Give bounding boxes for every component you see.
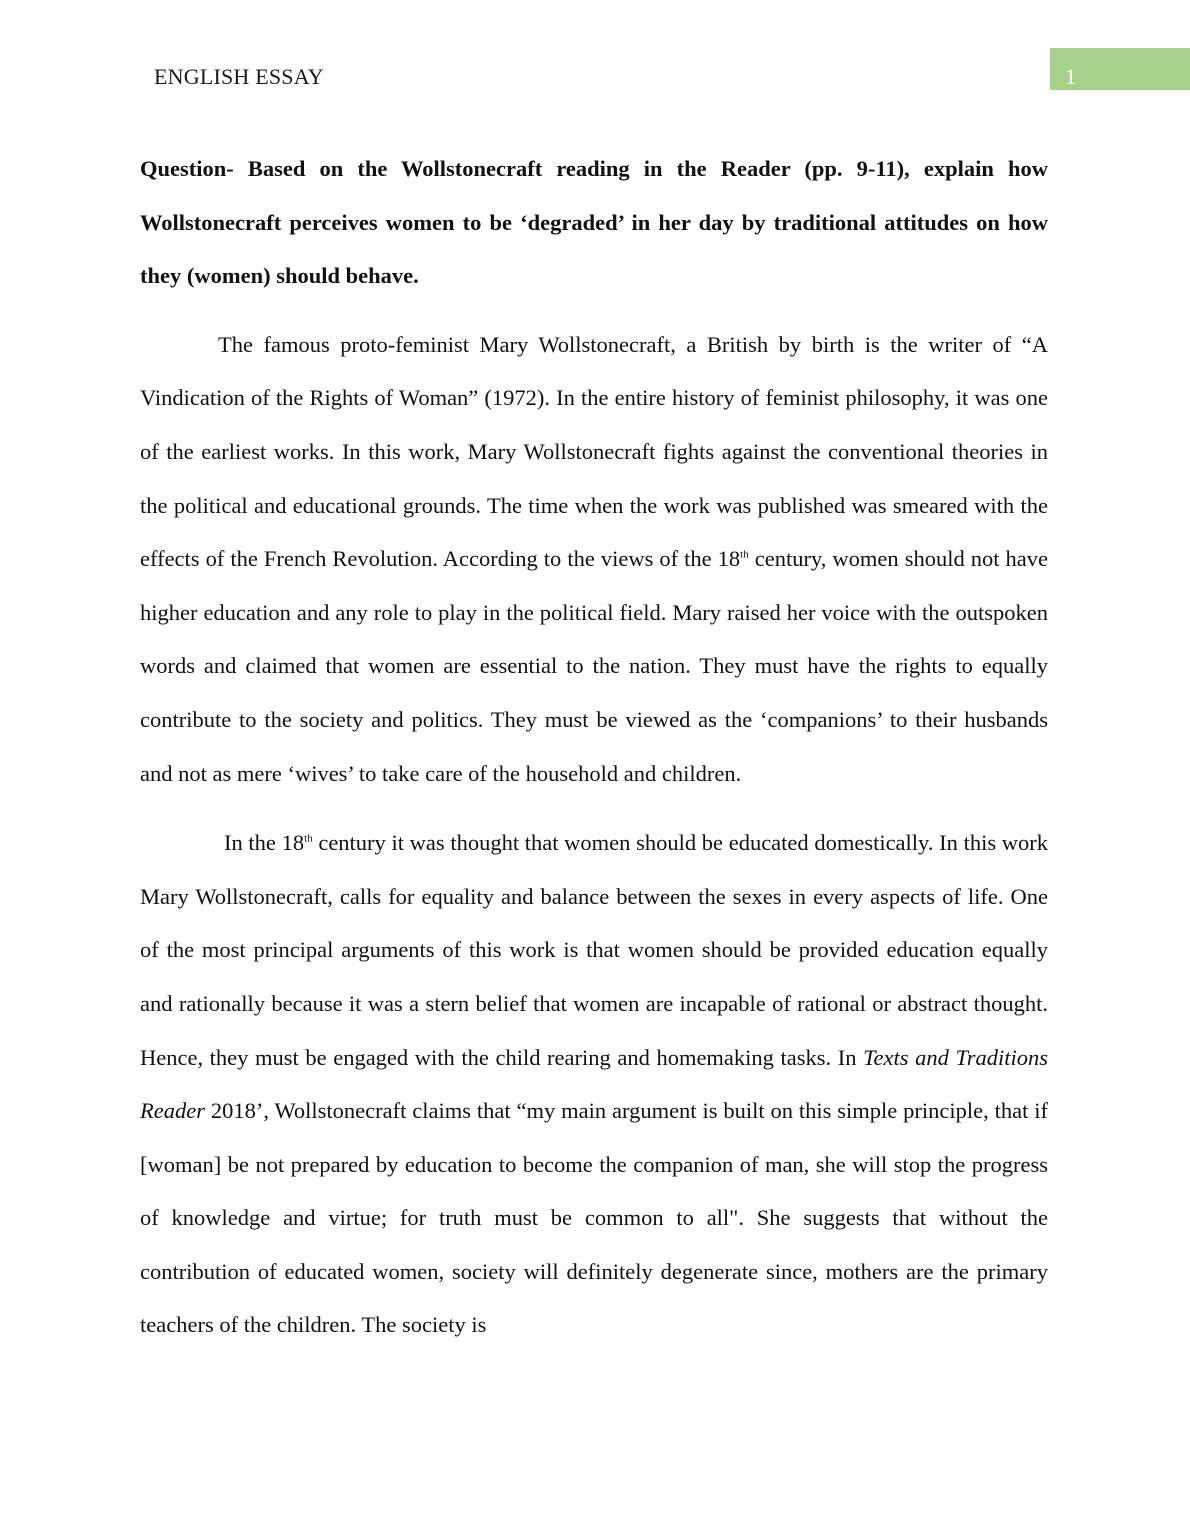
reader-title-italic: Texts and Traditions Reader <box>140 1044 1049 1124</box>
page-number: 1 <box>1065 64 1076 89</box>
paragraph-1 <box>140 318 1048 800</box>
page-number-box <box>1050 48 1190 90</box>
paragraph-2-superscript: th <box>304 832 313 845</box>
header-title: ENGLISH ESSAY <box>154 64 324 89</box>
document-body <box>140 142 1048 1352</box>
paragraph-2-part-3: 2018’, Wollstonecraft claims that “my main argument is built on this simple principle, that if [woman] be not prepared by education to become the companion of man, she will stop the progress of knowledge and virtue; for truth must be common to all". She suggests that without the contribution of educated women, society will definitely degenerate since, mothers are the primary teachers of the children. The society is <box>140 1098 1048 1338</box>
paragraph-2-part-1: In the 18 <box>224 830 305 856</box>
paragraph-2 <box>140 816 1048 1352</box>
question-text: Question- Based on the Wollstonecraft reading in the Reader (pp. 9-11), explain how Wollstonecraft perceives women to be ‘degraded’ in her day by traditional attitudes on how they (women) should behave. <box>140 156 1048 289</box>
paragraph-1-part-2: century, women should not have higher education and any role to play in the political field. Mary raised her voice with the outspoken words and claimed that women are essential to the nation. They must have the rights to equally contribute to the society and politics. They must be viewed as the ‘companions’ to their husbands and not as mere ‘wives’ to take care of the household and children. <box>140 546 1048 786</box>
paragraph-1-superscript: th <box>740 548 749 561</box>
page-header <box>0 0 1190 100</box>
paragraph-1-part-1: The famous proto-feminist Mary Wollstonecraft, a British by birth is the writer of “A Vindication of the Rights of Woman” (1972). In the entire history of feminist philosophy, it was one of the earliest works. In this work, Mary Wollstonecraft fights against the conventional theories in the political and educational grounds. The time when the work was published was smeared with the effects of the French Revolution. According to the views of the 18 <box>140 331 1048 572</box>
paragraph-2-part-2: century it was thought that women should be educated domestically. In this work Mary Wollstonecraft, calls for equality and balance between the sexes in every aspects of life. One of the most principal arguments of this work is that women should be provided education equally and rationally because it was a stern belief that women are incapable of rational or abstract thought. Hence, they must be engaged with the child rearing and homemaking tasks. In <box>140 830 1048 1070</box>
